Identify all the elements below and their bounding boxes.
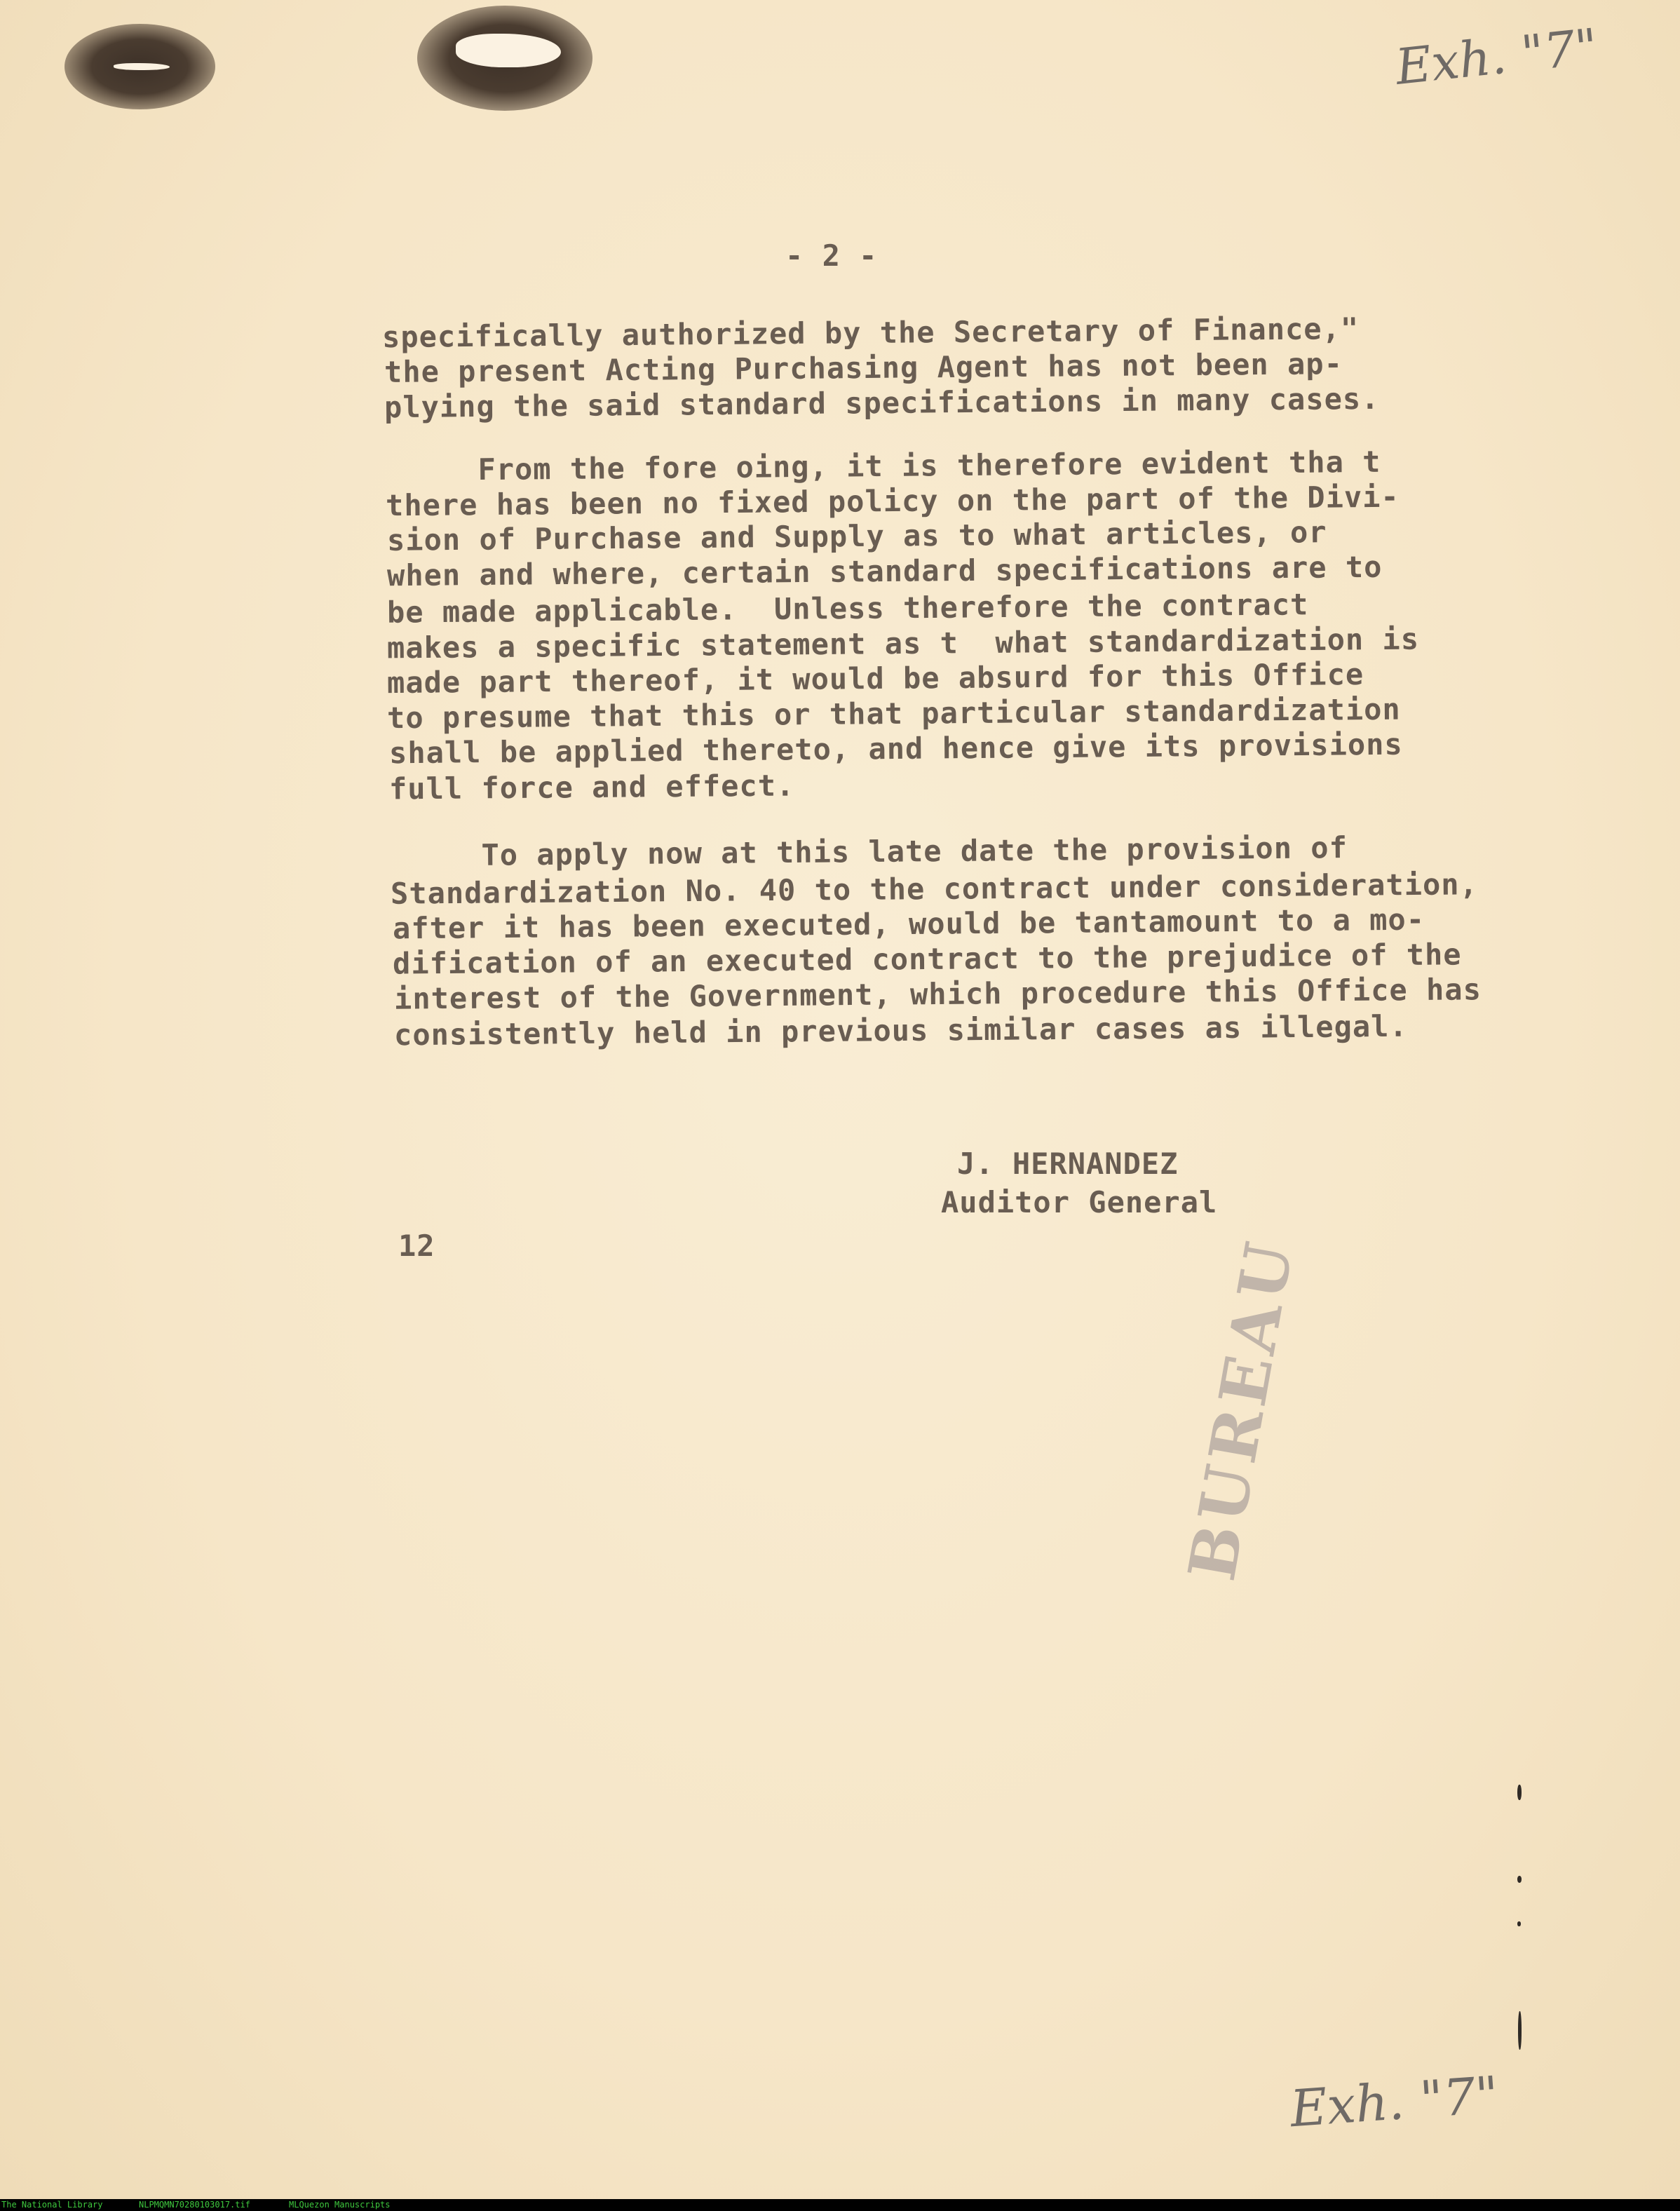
text-line: From the fore oing, it is therefore evident tha t	[385, 444, 1381, 488]
text-line: be made applicable. Unless therefore the contract	[386, 587, 1309, 630]
text-line: the present Acting Purchasing Agent has not been ap-	[384, 346, 1343, 389]
text-line: made part thereof, it would be absurd for this Office	[386, 656, 1364, 701]
scan-footer	[0, 2199, 1680, 2211]
text-line: full force and effect.	[388, 768, 795, 806]
text-line: consistently held in previous similar cases as illegal.	[393, 1008, 1408, 1053]
binding-mark	[1517, 1876, 1522, 1883]
ink-blot-right	[417, 6, 592, 111]
text-line: specifically authorized by the Secretary of Finance,"	[381, 311, 1360, 355]
text-line: Standardization No. 40 to the contract under consideration,	[390, 867, 1479, 911]
footer-library: The National Library	[1, 2200, 103, 2210]
binding-mark	[1517, 1785, 1522, 1800]
text-line: makes a specific statement as t what standardization is	[386, 621, 1420, 665]
page-number: - 2 -	[785, 238, 878, 273]
text-line: sion of Purchase and Supply as to what articles, or	[386, 515, 1327, 557]
text-line: to presume that this or that particular standardization	[386, 691, 1401, 736]
text-line: To apply now at this late date the provision of	[388, 830, 1348, 873]
handwritten-exhibit-bottom: Exh. "7"	[1288, 2064, 1501, 2139]
text-line: shall be applied thereto, and hence give its provisions	[388, 726, 1403, 771]
text-line: after it has been executed, would be tantamount to a mo-	[392, 902, 1425, 946]
handwritten-exhibit-top: Exh. "7"	[1393, 18, 1601, 96]
text-line: interest of the Government, which procedure this Office has	[393, 972, 1482, 1016]
footer-file: NLPMQMN70280103017.tif	[139, 2200, 250, 2210]
text-line: plying the said standard specifications in many cases.	[384, 381, 1380, 425]
binding-mark	[1518, 2011, 1522, 2050]
text-line: there has been no fixed policy on the part of the Divi-	[385, 479, 1400, 523]
ink-blot-left	[65, 24, 215, 109]
reference-number: 12	[398, 1229, 435, 1263]
signatory-title: Auditor General	[941, 1185, 1218, 1219]
text-line: dification of an executed contract to the prejudice of the	[392, 937, 1462, 981]
signatory-name: J. HERNANDEZ	[957, 1147, 1179, 1181]
text-line: when and where, certain standard specifications are to	[386, 549, 1383, 593]
bureau-stamp: BUREAU	[1174, 1233, 1308, 1586]
binding-mark	[1517, 1921, 1521, 1926]
footer-collection: MLQuezon Manuscripts	[289, 2200, 391, 2210]
